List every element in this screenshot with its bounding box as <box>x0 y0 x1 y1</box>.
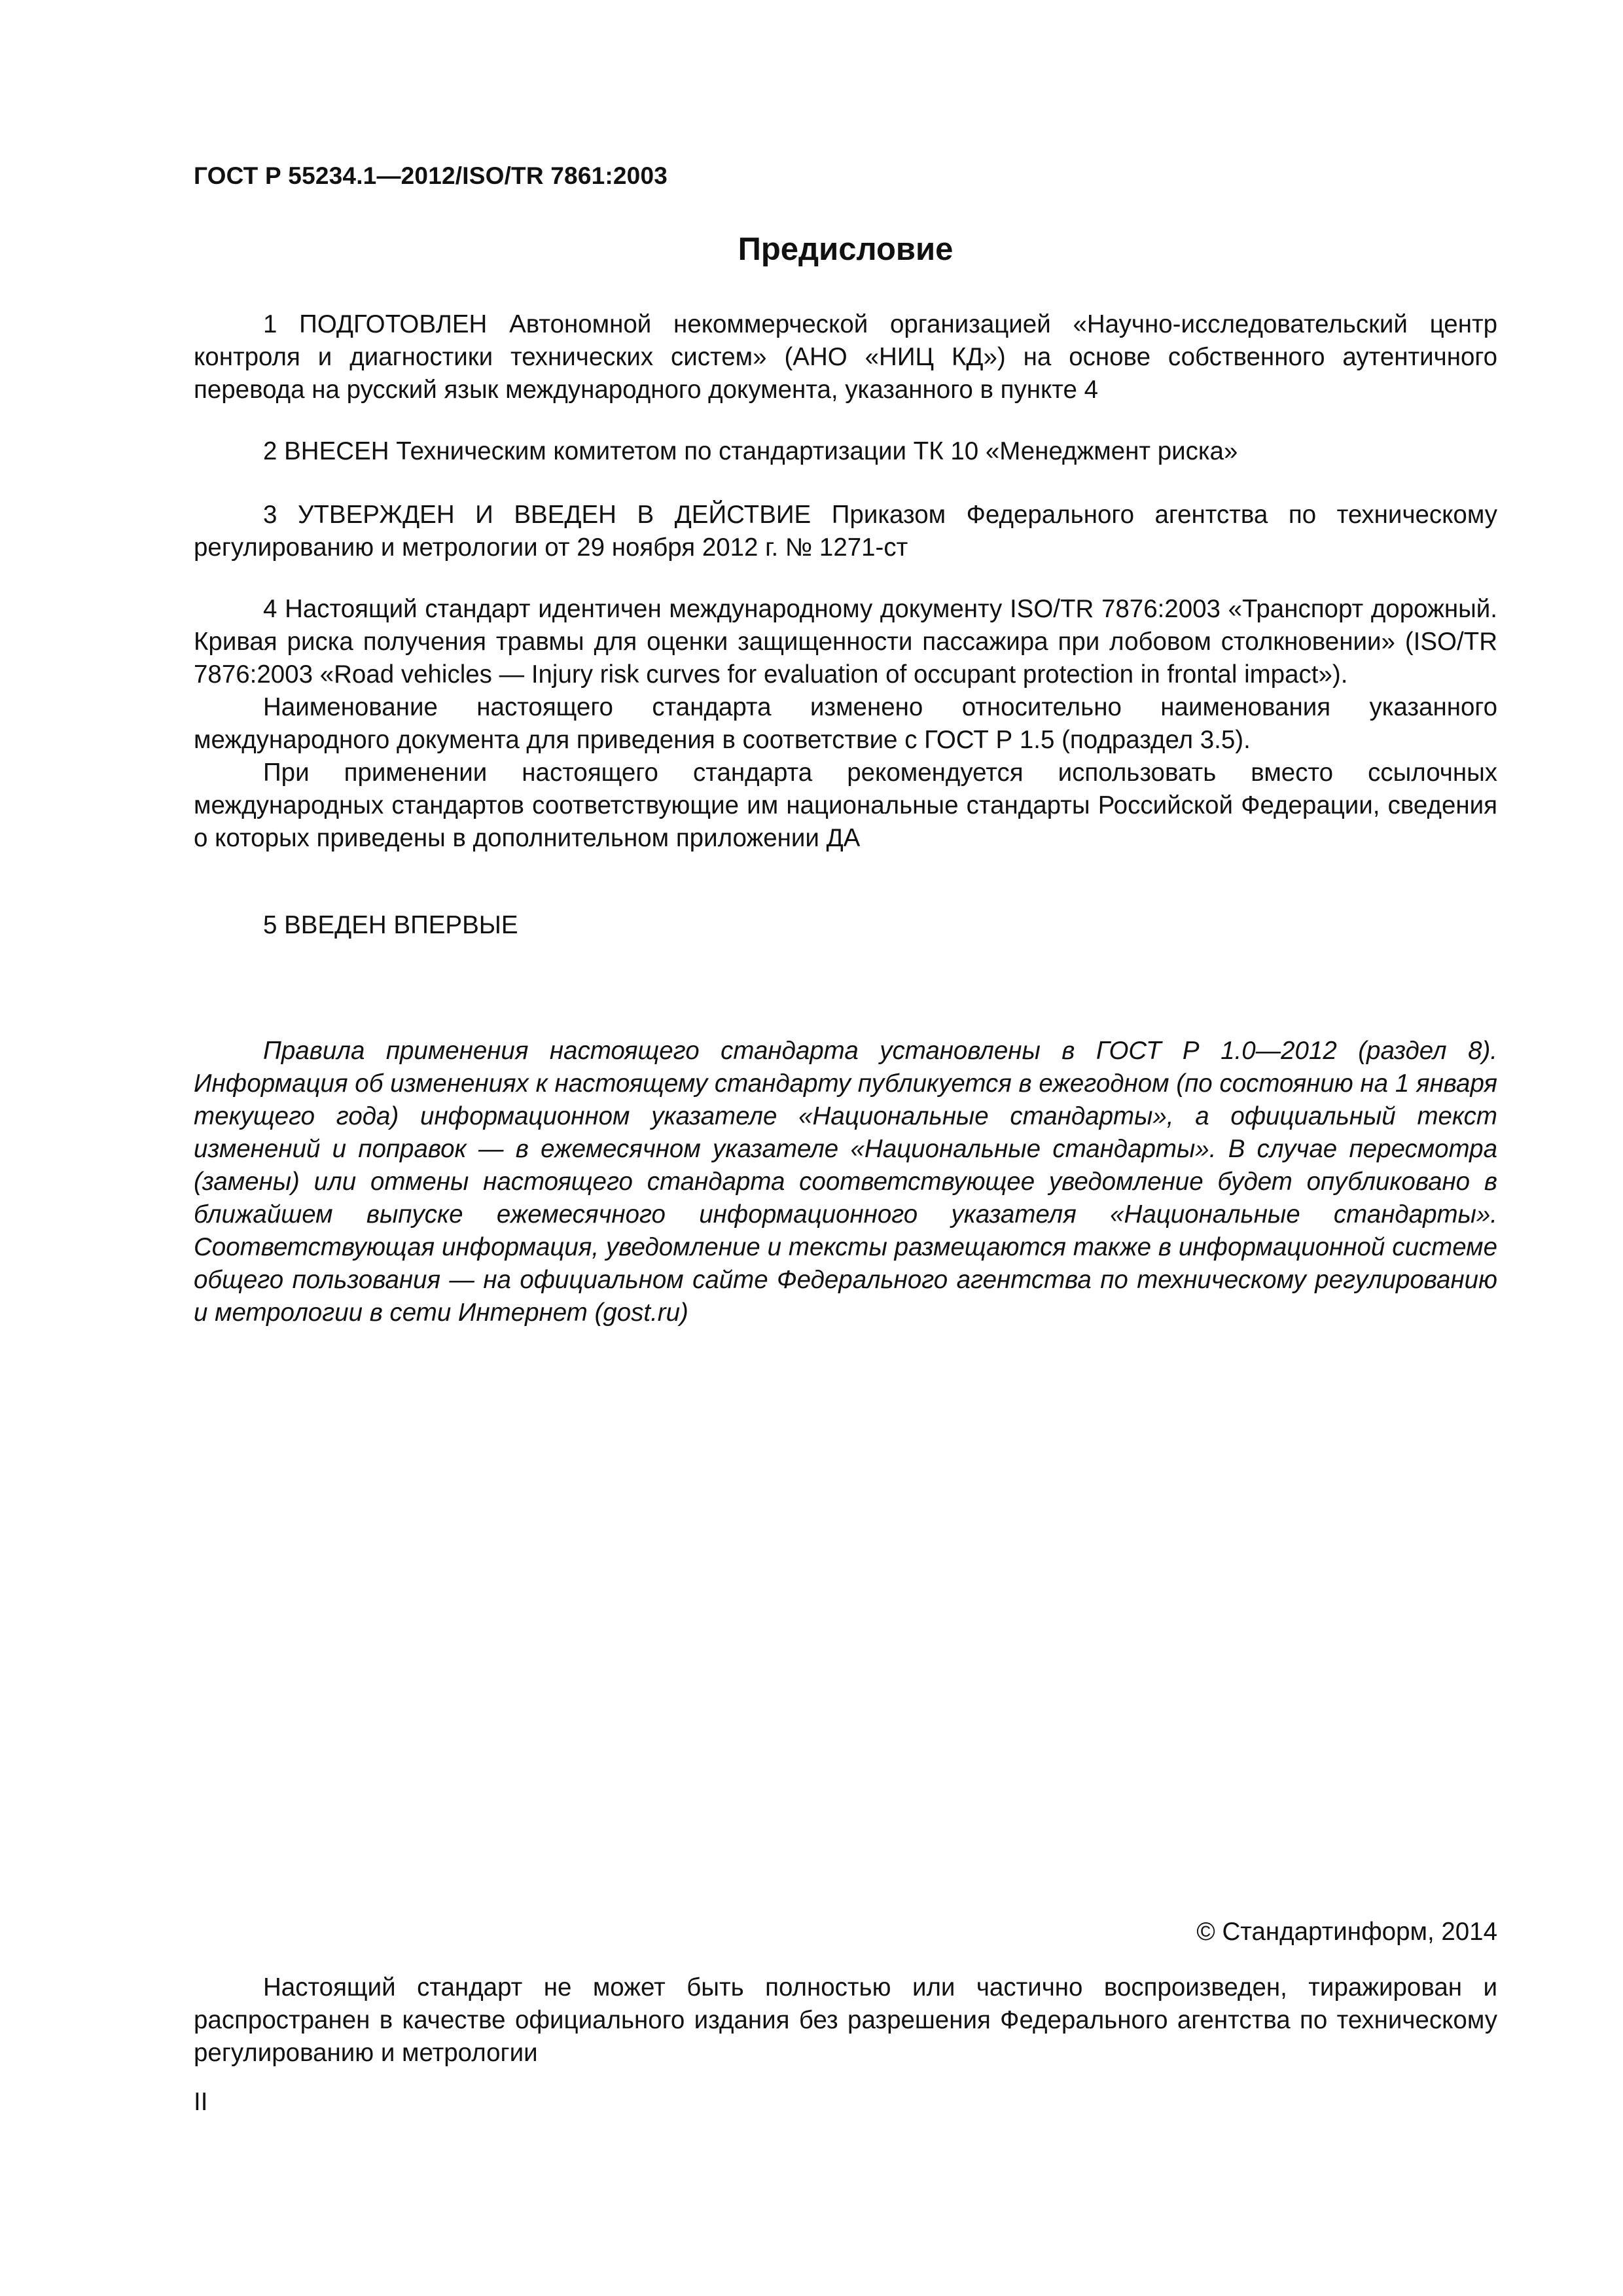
foreword-item-text: 4 Настоящий стандарт идентичен международному документу ISO/TR 7876:2003 «Транспорт дорожный. Кривая риска получения травмы для оценки защищенности пассажира при лобовом столкновении» (ISO/TR 7876:2003 «Road vehicles — Injury risk curves for evaluation of occupant protection in frontal impact»). <box>194 595 1497 689</box>
copyright-line: © Стандартинформ, 2014 <box>1196 1918 1497 1946</box>
application-rules-text: Правила применения настоящего стандарта установлены в ГОСТ Р 1.0—2012 (раздел 8). Информация об изменениях к настоящему стандарту публикуется в ежегодном (по состоянию на 1 января текущего года) информационном указателе «Национальные стандарты», а официальный текст изменений и поправок — в ежемесячном указателе «Национальные стандарты». В случае пересмотра (замены) или отмены настоящего стандарта соответствующее уведомление будет опубликовано в ближайшем выпуске ежемесячного информационного указателя «Национальные стандарты». Соответствующая информация, уведомление и тексты размещаются также в информационной системе общего пользования — на официальном сайте Федерального агентства по техническому регулированию и метрологии в сети Интернет (gost.ru) <box>194 1037 1497 1327</box>
foreword-item-text: 5 ВВЕДЕН ВПЕРВЫЕ <box>263 911 518 939</box>
foreword-item-4 <box>194 593 1497 855</box>
foreword-item-subparagraph: Наименование настоящего стандарта изменено относительно наименования указанного международного документа для приведения в соответствие с ГОСТ Р 1.5 (подраздел 3.5). <box>194 693 1497 754</box>
foreword-item-subparagraph: При применении настоящего стандарта рекомендуется использовать вместо ссылочных международных стандартов соответствующие им национальные стандарты Российской Федерации, сведения о которых приведены в дополнительном приложении ДА <box>194 759 1497 852</box>
document-code-header: ГОСТ Р 55234.1—2012/ISO/TR 7861:2003 <box>194 162 668 189</box>
page-number: II <box>194 2088 208 2116</box>
foreword-item-text: 3 УТВЕРЖДЕН И ВВЕДЕН В ДЕЙСТВИЕ Приказом Федерального агентства по техническому регулированию и метрологии от 29 ноября 2012 г. № 1271-ст <box>194 501 1497 562</box>
foreword-item-1 <box>194 308 1497 406</box>
application-rules-note <box>194 1035 1497 1329</box>
foreword-item-3 <box>194 499 1497 564</box>
reproduction-notice <box>194 1971 1497 2070</box>
page-title: Предисловие <box>738 232 954 267</box>
foreword-item-5 <box>194 909 1497 942</box>
foreword-item-2 <box>194 435 1497 468</box>
reproduction-notice-text: Настоящий стандарт не может быть полностью или частично воспроизведен, тиражирован и распространен в качестве официального издания без разрешения Федерального агентства по техническому регулированию и метрологии <box>194 1973 1497 2067</box>
foreword-item-text: 2 ВНЕСЕН Техническим комитетом по стандартизации ТК 10 «Менеджмент риска» <box>263 437 1238 465</box>
foreword-item-text: 1 ПОДГОТОВЛЕН Автономной некоммерческой организацией «Научно-исследовательский центр контроля и диагностики технических систем» (АНО «НИЦ КД») на основе собственного аутентичного перевода на русский язык международного документа, указанного в пункте 4 <box>194 310 1497 404</box>
